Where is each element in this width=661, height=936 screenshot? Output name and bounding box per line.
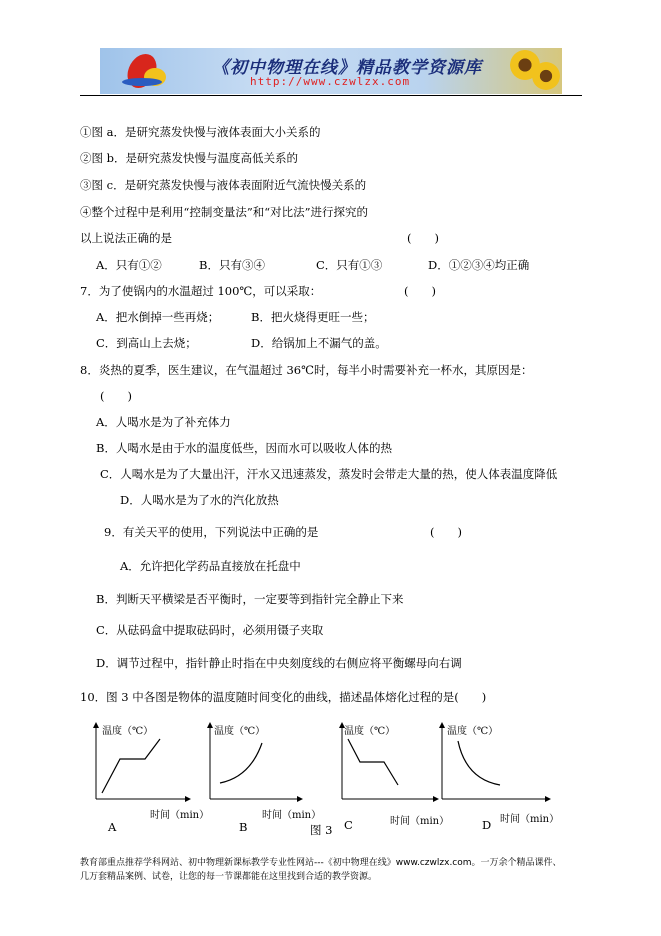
q8-stem: 8．炎热的夏季，医生建议，在气温超过 36℃时，每半小时需要补充一杯水，其原因是：	[80, 363, 533, 377]
curve-a	[102, 739, 160, 793]
q8-option-c: C．人喝水是为了大量出汗，汗水又迅速蒸发，蒸发时会带走大量的热，使人体表温度降低	[100, 467, 558, 481]
graph-d-ylabel: 温度（℃）	[447, 726, 499, 737]
q9-option-d: D．调节过程中，指针静止时指在中央刻度线的右侧应将平衡螺母向右调	[96, 656, 462, 670]
footer-line-2: 几万套精品案例、试卷，让您的每一节课都能在这里找到合适的教学资源。	[80, 872, 378, 882]
graph-a-letter: A	[108, 820, 117, 834]
graph-c-ylabel: 温度（℃）	[344, 726, 396, 737]
graph-b-ylabel: 温度（℃）	[214, 726, 266, 737]
q7-stem: 7．为了使锅内的水温超过 100℃，可以采取：	[80, 284, 322, 298]
header-title: 《初中物理在线》精品教学资源库	[212, 58, 482, 78]
q6-statement-2: ②图 b．是研究蒸发快慢与温度高低关系的	[80, 151, 299, 165]
figure-caption: 图 3	[310, 823, 333, 837]
sunflower-icon	[532, 62, 560, 90]
q6-answer-paren: ( )	[407, 231, 439, 245]
q6-statement-3: ③图 c．是研究蒸发快慢与液体表面附近气流快慢关系的	[80, 178, 367, 192]
q9-option-a: A．允许把化学药品直接放在托盘中	[120, 559, 301, 573]
q7-option-b: B．把火烧得更旺一些；	[251, 310, 375, 324]
q9-option-c: C．从砝码盒中提取砝码时，必须用镊子夹取	[96, 623, 324, 637]
curve-c	[348, 739, 398, 785]
q8-option-d: D．人喝水是为了水的汽化放热	[120, 493, 279, 507]
curve-d	[458, 741, 500, 785]
q9-stem: 9．有关天平的使用，下列说法中正确的是	[104, 525, 319, 539]
graph-c-xlabel: 时间（min）	[390, 816, 450, 827]
graph-c-letter: C	[344, 818, 353, 832]
header-banner	[100, 48, 562, 94]
graph-d-letter: D	[482, 818, 492, 832]
graph-d-xlabel: 时间（min）	[500, 814, 560, 825]
q7-option-d: D．给锅加上不漏气的盖。	[251, 336, 387, 350]
q7-option-c: C．到高山上去烧；	[96, 336, 197, 350]
q9-answer-paren: ( )	[430, 525, 462, 539]
q6-option-c: C．只有①③	[316, 258, 383, 272]
q6-option-b: B．只有③④	[199, 258, 265, 272]
q8-option-b: B．人喝水是由于水的温度低些，因而水可以吸收人体的热	[96, 441, 392, 455]
q6-stem: 以上说法正确的是	[80, 231, 172, 245]
graph-b-xlabel: 时间（min）	[262, 810, 322, 821]
q6-option-a: A．只有①②	[96, 258, 162, 272]
q8-option-a: A．人喝水是为了补充体力	[96, 415, 231, 429]
q6-option-d: D．①②③④均正确	[428, 258, 530, 272]
q8-answer-paren: ( )	[100, 389, 132, 403]
curve-b	[220, 743, 262, 783]
q6-statement-1: ①图 a．是研究蒸发快慢与液体表面大小关系的	[80, 125, 321, 139]
graph-a-xlabel: 时间（min）	[150, 810, 210, 821]
q10-stem: 10．图 3 中各图是物体的温度随时间变化的曲线，描述晶体熔化过程的是( )	[80, 690, 487, 704]
q6-statement-4: ④整个过程中是利用“控制变量法”和“对比法”进行探究的	[80, 205, 369, 219]
q9-option-b: B．判断天平横梁是否平衡时，一定要等到指针完全静止下来	[96, 592, 404, 606]
graph-a-ylabel: 温度（℃）	[102, 726, 154, 737]
q7-answer-paren: ( )	[404, 284, 436, 298]
logo-swoosh-icon	[122, 78, 162, 86]
graph-b-letter: B	[239, 820, 248, 834]
q7-option-a: A．把水倒掉一些再烧；	[96, 310, 220, 324]
footer-line-1: 教育部重点推荐学科网站、初中物理新课标教学专业性网站---《初中物理在线》www.czwlzx.com。一万余个精品课件、	[80, 858, 562, 868]
header-url[interactable]: http://www.czwlzx.com	[250, 75, 411, 88]
header-divider	[80, 95, 582, 96]
